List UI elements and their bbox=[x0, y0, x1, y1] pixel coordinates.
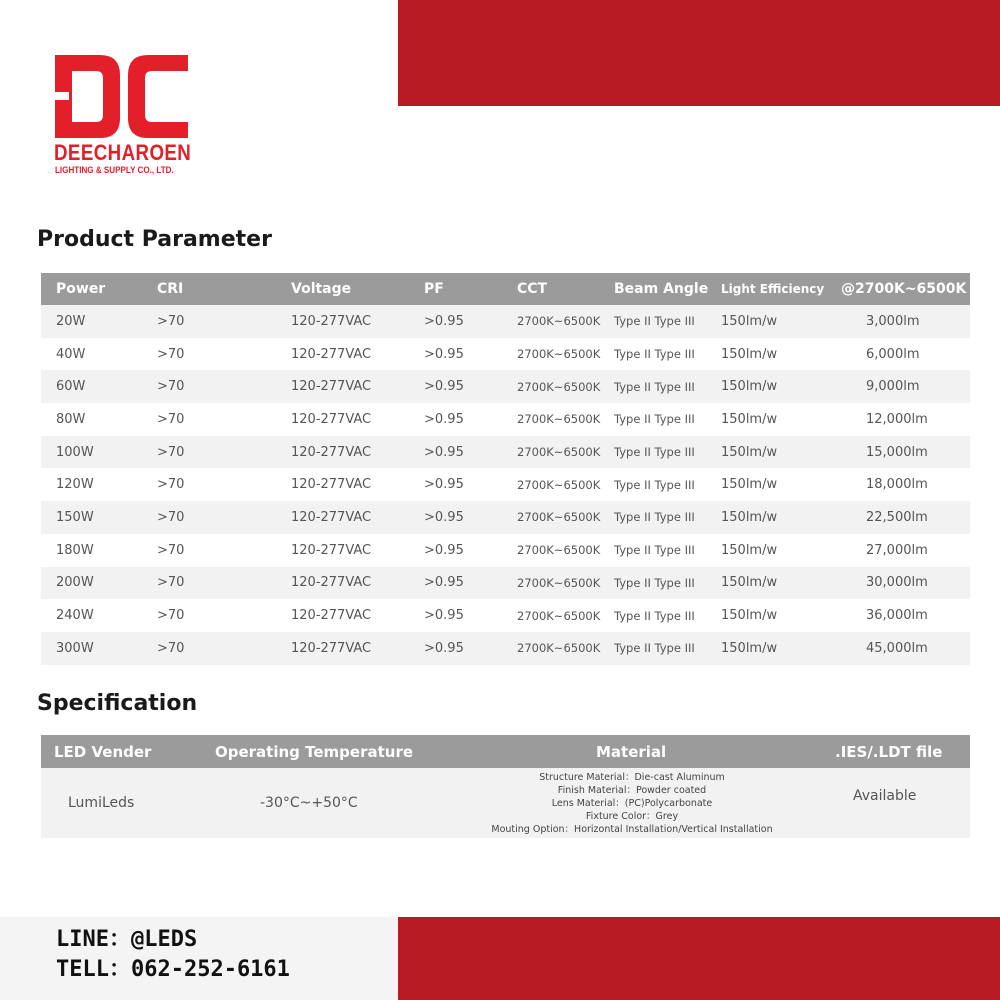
cell-pf: >0.95 bbox=[403, 305, 496, 338]
cell-light-efficiency: 150lm/w bbox=[716, 305, 836, 338]
cell-voltage: 120-277VAC bbox=[244, 468, 403, 501]
cell-pf: >0.95 bbox=[403, 534, 496, 567]
cell-cri: >70 bbox=[150, 567, 244, 600]
cell-cri: >70 bbox=[150, 632, 244, 665]
cell-beam-angle: Type II Type III bbox=[604, 338, 716, 371]
cell-beam-angle: Type II Type III bbox=[604, 305, 716, 338]
cell-light-efficiency: 150lm/w bbox=[716, 567, 836, 600]
param-row bbox=[41, 436, 970, 469]
cell-lumen: 22,500lm bbox=[836, 501, 970, 534]
cell-pf: >0.95 bbox=[403, 370, 496, 403]
cell-cct: 2700K~6500K bbox=[496, 370, 604, 403]
cell-lumen: 36,000lm bbox=[836, 599, 970, 632]
cell-voltage: 120-277VAC bbox=[244, 305, 403, 338]
cell-power: 60W bbox=[41, 370, 150, 403]
cell-beam-angle: Type II Type III bbox=[604, 370, 716, 403]
cell-beam-angle: Type II Type III bbox=[604, 403, 716, 436]
param-row bbox=[41, 403, 970, 436]
material-line: Lens Material：(PC)Polycarbonate bbox=[551, 797, 713, 809]
cell-cri: >70 bbox=[150, 370, 244, 403]
cell-pf: >0.95 bbox=[403, 468, 496, 501]
cell-cct: 2700K~6500K bbox=[496, 632, 604, 665]
cell-light-efficiency: 150lm/w bbox=[716, 468, 836, 501]
cell-cct: 2700K~6500K bbox=[496, 403, 604, 436]
led-vender-value: LumiLeds bbox=[41, 768, 199, 838]
param-row bbox=[41, 305, 970, 338]
material-line: Mouting Option：Horizontal Installation/Vertical Installation bbox=[491, 823, 773, 835]
material-line: Structure Material：Die-cast Aluminum bbox=[539, 771, 725, 783]
cell-pf: >0.95 bbox=[403, 403, 496, 436]
cell-pf: >0.95 bbox=[403, 501, 496, 534]
header-power: Power bbox=[41, 273, 150, 305]
cell-pf: >0.95 bbox=[403, 338, 496, 371]
dc-logo-mark bbox=[52, 52, 192, 140]
product-parameter-table bbox=[41, 273, 970, 665]
cell-beam-angle: Type II Type III bbox=[604, 534, 716, 567]
cell-cct: 2700K~6500K bbox=[496, 436, 604, 469]
cell-power: 100W bbox=[41, 436, 150, 469]
cell-power: 120W bbox=[41, 468, 150, 501]
cell-cri: >70 bbox=[150, 501, 244, 534]
cell-lumen: 12,000lm bbox=[836, 403, 970, 436]
cell-power: 20W bbox=[41, 305, 150, 338]
cell-power: 300W bbox=[41, 632, 150, 665]
material-list bbox=[435, 771, 829, 836]
product-parameter-title: Product Parameter bbox=[37, 227, 272, 252]
specification-title: Specification bbox=[37, 691, 198, 716]
cell-lumen: 6,000lm bbox=[836, 338, 970, 371]
param-row bbox=[41, 338, 970, 371]
cell-lumen: 9,000lm bbox=[836, 370, 970, 403]
header-light-efficiency: Light Efficiency bbox=[716, 273, 836, 305]
cell-light-efficiency: 150lm/w bbox=[716, 370, 836, 403]
cell-voltage: 120-277VAC bbox=[244, 632, 403, 665]
header-ies-ldt: .IES/.LDT file bbox=[829, 735, 970, 768]
header-pf: PF bbox=[403, 273, 496, 305]
cell-beam-angle: Type II Type III bbox=[604, 567, 716, 600]
cell-cct: 2700K~6500K bbox=[496, 501, 604, 534]
cell-voltage: 120-277VAC bbox=[244, 436, 403, 469]
material-line: Finish Material：Powder coated bbox=[557, 784, 707, 796]
cell-power: 80W bbox=[41, 403, 150, 436]
tel-contact: TELL：062-252-6161 bbox=[56, 957, 290, 982]
material-line: Fixture Color：Grey bbox=[585, 810, 679, 822]
cell-power: 200W bbox=[41, 567, 150, 600]
cell-light-efficiency: 150lm/w bbox=[716, 599, 836, 632]
cell-voltage: 120-277VAC bbox=[244, 599, 403, 632]
top-accent-bar bbox=[398, 0, 1000, 106]
cell-lumen: 45,000lm bbox=[836, 632, 970, 665]
cell-voltage: 120-277VAC bbox=[244, 534, 403, 567]
spec-row bbox=[41, 768, 970, 838]
line-contact: LINE：@LEDS bbox=[56, 927, 198, 952]
spec-header-row bbox=[41, 735, 970, 768]
cell-beam-angle: Type II Type III bbox=[604, 501, 716, 534]
cell-cri: >70 bbox=[150, 468, 244, 501]
param-row bbox=[41, 534, 970, 567]
company-subtitle: LIGHTING & SUPPLY CO., LTD. bbox=[55, 165, 174, 176]
cell-pf: >0.95 bbox=[403, 567, 496, 600]
header-lumen: @2700K~6500K bbox=[836, 273, 970, 305]
operating-temperature-value: -30°C~+50°C bbox=[199, 768, 435, 838]
cell-cct: 2700K~6500K bbox=[496, 305, 604, 338]
cell-light-efficiency: 150lm/w bbox=[716, 501, 836, 534]
bottom-accent-bar bbox=[398, 917, 1000, 1000]
cell-cri: >70 bbox=[150, 534, 244, 567]
cell-voltage: 120-277VAC bbox=[244, 370, 403, 403]
cell-power: 240W bbox=[41, 599, 150, 632]
cell-voltage: 120-277VAC bbox=[244, 403, 403, 436]
header-material: Material bbox=[435, 735, 829, 768]
cell-cri: >70 bbox=[150, 599, 244, 632]
cell-beam-angle: Type II Type III bbox=[604, 436, 716, 469]
material-cell bbox=[435, 768, 829, 838]
cell-pf: >0.95 bbox=[403, 632, 496, 665]
param-row bbox=[41, 599, 970, 632]
cell-power: 40W bbox=[41, 338, 150, 371]
cell-cri: >70 bbox=[150, 305, 244, 338]
cell-cct: 2700K~6500K bbox=[496, 567, 604, 600]
cell-cri: >70 bbox=[150, 436, 244, 469]
cell-cri: >70 bbox=[150, 403, 244, 436]
cell-light-efficiency: 150lm/w bbox=[716, 338, 836, 371]
cell-pf: >0.95 bbox=[403, 436, 496, 469]
header-led-vender: LED Vender bbox=[41, 735, 199, 768]
cell-lumen: 18,000lm bbox=[836, 468, 970, 501]
cell-beam-angle: Type II Type III bbox=[604, 599, 716, 632]
cell-pf: >0.95 bbox=[403, 599, 496, 632]
cell-light-efficiency: 150lm/w bbox=[716, 632, 836, 665]
cell-beam-angle: Type II Type III bbox=[604, 632, 716, 665]
param-row bbox=[41, 632, 970, 665]
cell-beam-angle: Type II Type III bbox=[604, 468, 716, 501]
header-beam-angle: Beam Angle bbox=[604, 273, 716, 305]
cell-power: 180W bbox=[41, 534, 150, 567]
cell-lumen: 27,000lm bbox=[836, 534, 970, 567]
cell-voltage: 120-277VAC bbox=[244, 567, 403, 600]
cell-cct: 2700K~6500K bbox=[496, 468, 604, 501]
cell-light-efficiency: 150lm/w bbox=[716, 436, 836, 469]
cell-light-efficiency: 150lm/w bbox=[716, 534, 836, 567]
param-row bbox=[41, 370, 970, 403]
cell-lumen: 3,000lm bbox=[836, 305, 970, 338]
param-row bbox=[41, 501, 970, 534]
header-operating-temperature: Operating Temperature bbox=[199, 735, 435, 768]
header-voltage: Voltage bbox=[244, 273, 403, 305]
company-name: DEECHAROEN bbox=[54, 140, 192, 165]
cell-lumen: 30,000lm bbox=[836, 567, 970, 600]
param-row bbox=[41, 567, 970, 600]
company-logo bbox=[52, 52, 197, 182]
header-cct: CCT bbox=[496, 273, 604, 305]
param-table-body bbox=[41, 305, 970, 665]
cell-power: 150W bbox=[41, 501, 150, 534]
param-header-row bbox=[41, 273, 970, 305]
param-row bbox=[41, 468, 970, 501]
header-cri: CRI bbox=[150, 273, 244, 305]
cell-cct: 2700K~6500K bbox=[496, 338, 604, 371]
cell-cct: 2700K~6500K bbox=[496, 534, 604, 567]
specification-table bbox=[41, 735, 970, 838]
cell-voltage: 120-277VAC bbox=[244, 338, 403, 371]
cell-light-efficiency: 150lm/w bbox=[716, 403, 836, 436]
cell-cct: 2700K~6500K bbox=[496, 599, 604, 632]
ies-ldt-value: Available bbox=[829, 768, 970, 838]
cell-cri: >70 bbox=[150, 338, 244, 371]
cell-voltage: 120-277VAC bbox=[244, 501, 403, 534]
cell-lumen: 15,000lm bbox=[836, 436, 970, 469]
